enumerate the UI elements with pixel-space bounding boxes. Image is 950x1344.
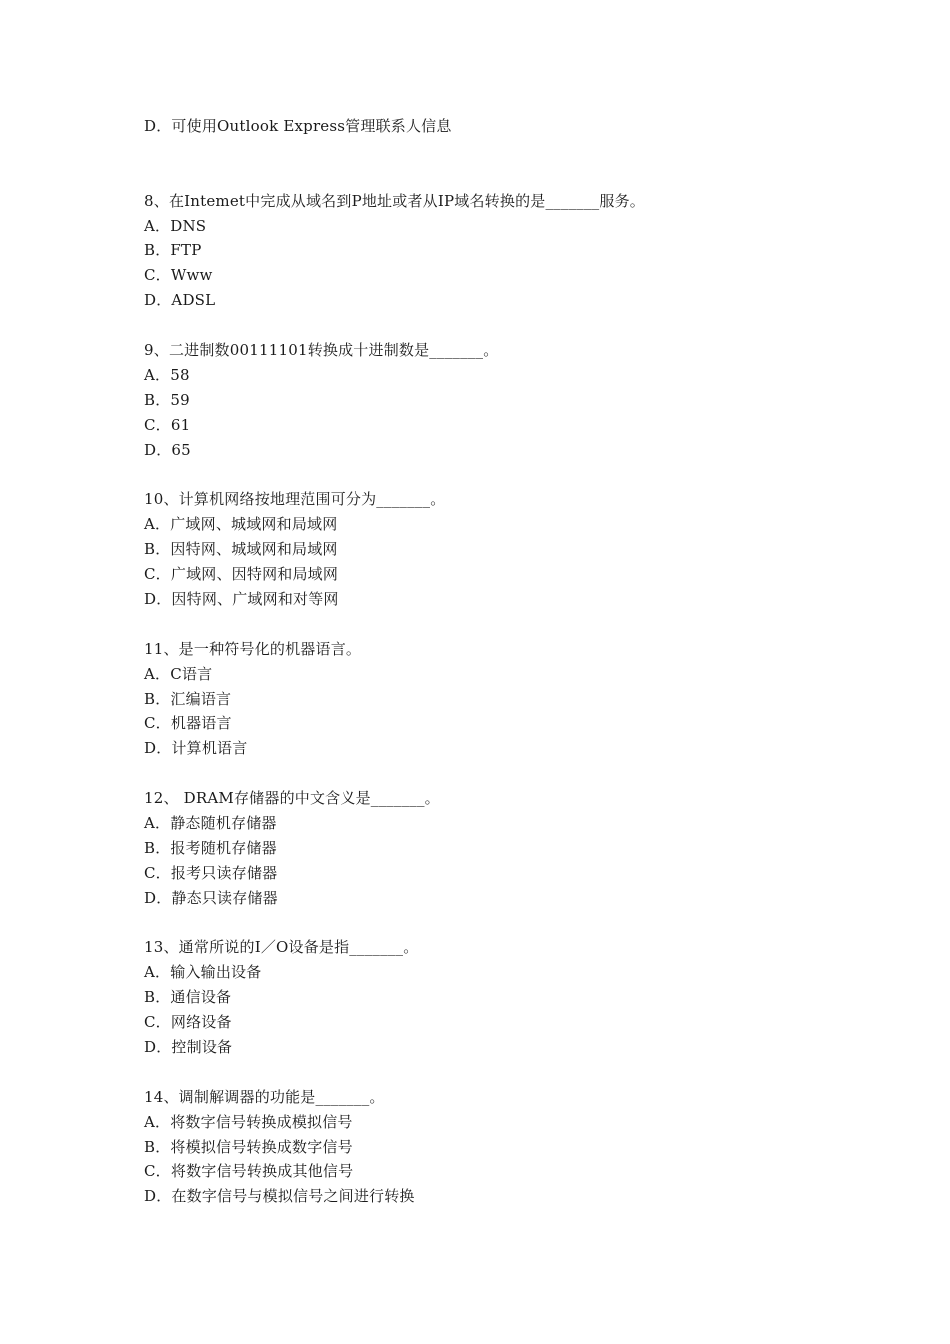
spacer	[144, 761, 864, 786]
question-block	[144, 487, 864, 611]
option-b: B．FTP	[144, 241, 202, 260]
question-block	[144, 935, 864, 1059]
option-c: C．将数字信号转换成其他信号	[144, 1162, 354, 1181]
spacer	[144, 462, 864, 487]
question-stem: 9、二进制数00111101转换成十进制数是_______。	[144, 341, 499, 360]
option-a: A．58	[144, 365, 190, 384]
option-a: A．广域网、城域网和局域网	[144, 515, 338, 534]
question-block	[144, 338, 864, 462]
option-d: D．静态只读存储器	[144, 888, 278, 907]
option-c: C．广域网、因特网和局域网	[144, 565, 339, 584]
option-a: A．DNS	[144, 216, 207, 235]
option-d: D．因特网、广域网和对等网	[144, 589, 339, 608]
option-d: D．计算机语言	[144, 739, 248, 758]
document-page	[144, 114, 864, 1209]
spacer	[144, 911, 864, 936]
option-d: D．ADSL	[144, 291, 216, 310]
question-block	[144, 189, 864, 313]
question-stem: 10、计算机网络按地理范围可分为_______。	[144, 490, 446, 509]
question-stem: 11、是一种符号化的机器语言。	[144, 639, 362, 658]
question-block	[144, 1085, 864, 1209]
spacer	[144, 139, 864, 189]
option-b: B．将模拟信号转换成数字信号	[144, 1137, 353, 1156]
option-c: C．网络设备	[144, 1013, 232, 1032]
option-d: D．控制设备	[144, 1037, 233, 1056]
spacer	[144, 313, 864, 338]
option-d: D．在数字信号与模拟信号之间进行转换	[144, 1187, 415, 1206]
question-block	[144, 637, 864, 761]
option-c: C．61	[144, 415, 191, 434]
option-c: C．Www	[144, 266, 213, 285]
option-b: B．59	[144, 390, 190, 409]
question-stem: 14、调制解调器的功能是_______。	[144, 1087, 385, 1106]
question-stem: 8、在Intemet中完成从域名到P地址或者从IP域名转换的是_______服务。	[144, 191, 645, 210]
option-b: B．因特网、城域网和局域网	[144, 540, 338, 559]
option-a: A．静态随机存储器	[144, 813, 277, 832]
question-stem: 12、 DRAM存储器的中文含义是_______。	[144, 789, 440, 808]
spacer	[144, 1060, 864, 1085]
question-block	[144, 786, 864, 910]
intro-option: D．可使用Outlook Express管理联系人信息	[144, 117, 452, 135]
question-stem: 13、通常所说的I／O设备是指_______。	[144, 938, 419, 957]
option-a: A．将数字信号转换成模拟信号	[144, 1112, 353, 1131]
option-c: C．报考只读存储器	[144, 863, 278, 882]
option-a: A．C语言	[144, 664, 213, 683]
option-b: B．通信设备	[144, 988, 232, 1007]
spacer	[144, 612, 864, 637]
option-b: B．汇编语言	[144, 689, 232, 708]
option-c: C．机器语言	[144, 714, 232, 733]
option-a: A．输入输出设备	[144, 963, 262, 982]
option-b: B．报考随机存储器	[144, 838, 277, 857]
option-d: D．65	[144, 440, 191, 459]
